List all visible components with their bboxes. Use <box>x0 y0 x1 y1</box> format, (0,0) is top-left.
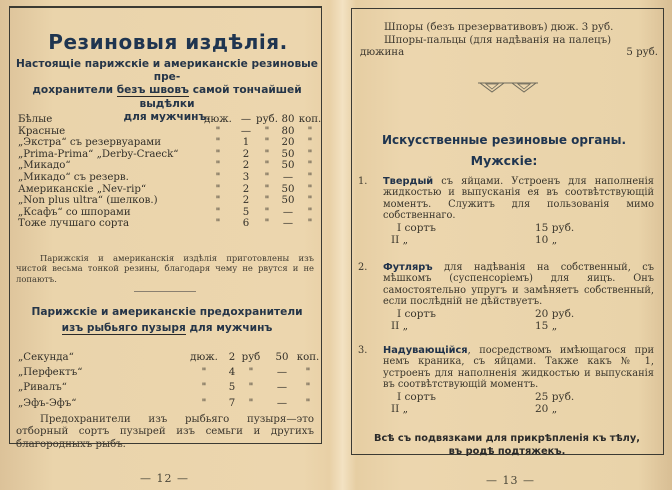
fish-bladder-underlined: изъ рыбьяго пузыря <box>61 322 186 334</box>
table-row: „Prima-Prima“ „Derby-Craeck“ " 2 " 50 " <box>18 148 313 160</box>
attachment-footer: Всѣ съ подвязками для прикрѣпленія къ тѣлу, въ родѣ подтяжекъ. <box>374 433 640 457</box>
page-13 <box>336 0 672 490</box>
table-row: „Секунда“ дюж. 2 руб 50 коп. <box>18 352 320 363</box>
table-row: Американскіе „Nev-rip“ " 2 " 50 " <box>18 183 313 195</box>
ornament-icon <box>476 80 540 94</box>
table-row: „Ривалъ“ " 5 " — " <box>18 382 311 394</box>
section-divider <box>134 291 196 292</box>
material-note: Парижскія и американскія издѣлія приготовлены изъ чистой весьма тонкой резины, благодаря чему не рвутся и не лопаютъ. <box>16 253 314 284</box>
table-row: „Экстра“ съ резервуарами " 1 " 20 " <box>18 137 313 149</box>
list-item: 1. Твердый съ яйцами. Устроенъ для наполненія жидкостью и выпусканія ея въ соотвѣтствующій моментъ. Служитъ для пользованія мимо собственнаго. I сортъ 15 руб. II „ 10 „ <box>358 176 654 246</box>
table-row: „Non plus ultra“ (шелков.) " 2 " 50 " <box>18 195 313 207</box>
fish-price-table <box>18 350 318 411</box>
table-row: „Микадо“ " 2 " 50 " <box>18 160 313 172</box>
table-row: „Микадо“ съ резерв. " 3 " — " <box>18 171 313 183</box>
spurs-section: Шпоры (безъ презервативовъ) дюж. 3 руб. Шпоры-пальцы (для надѣванія на палецъ) дюжина 5 руб. <box>360 22 658 58</box>
intro-text: Настоящіе парижскіе и американскіе резиновые пре- дохранители безъ швовъ самой тончайшей выдѣлки для мужчинъ. <box>16 58 318 123</box>
fish-bladder-description: Предохранители изъ рыбьяго пузыря—это отборный сортъ пузырей изъ семьги и другихъ благородныхъ рыбъ. <box>16 414 314 450</box>
fish-section-heading: Парижскіе и американскіе предохранители изъ рыбьяго пузыря для мужчинъ <box>31 306 303 334</box>
table-row: „Эфъ-Эфъ“ " 7 " — " <box>18 397 311 409</box>
page-number: — 13 — <box>486 474 535 487</box>
table-row: „Перфектъ“ " 4 " — " <box>18 367 311 379</box>
page-number: — 12 — <box>140 472 189 485</box>
page-title: Резиновыя издѣлія. <box>48 30 288 54</box>
table-row: Красные " — " 80 " <box>18 125 313 137</box>
list-item: 2. Футляръ для надѣванія на собственный, съ мѣшкомъ (суспенсоріемъ) для яицъ. Онъ самостоятельно упругъ и замѣняетъ собственный, если послѣдній не дѣйствуетъ. I сортъ 20 руб. II „ 15 „ <box>358 262 654 332</box>
seamless-underlined: безъ швовъ <box>116 84 190 97</box>
organs-subtitle: Мужскіе: <box>470 153 538 168</box>
organs-title: Искусственные резиновые органы. <box>381 133 627 147</box>
table-row: Бѣлые дюж. — руб. 80 коп. <box>18 114 322 125</box>
table-row: „Ксафъ“ со шпорами " 5 " — " <box>18 206 313 218</box>
table-row: Тоже лучшаго сорта " 6 " — " <box>18 218 313 230</box>
rubber-price-table <box>18 114 322 230</box>
list-item: 3. Надувающійся, посредствомъ имѣющагося при немъ краника, съ яйцами. Также какъ № 1, устроенъ для наполненія жидкостью и выпусканія въ соотвѣтствующій моментъ. I сортъ 25 руб. II „ 20 „ <box>358 345 654 415</box>
